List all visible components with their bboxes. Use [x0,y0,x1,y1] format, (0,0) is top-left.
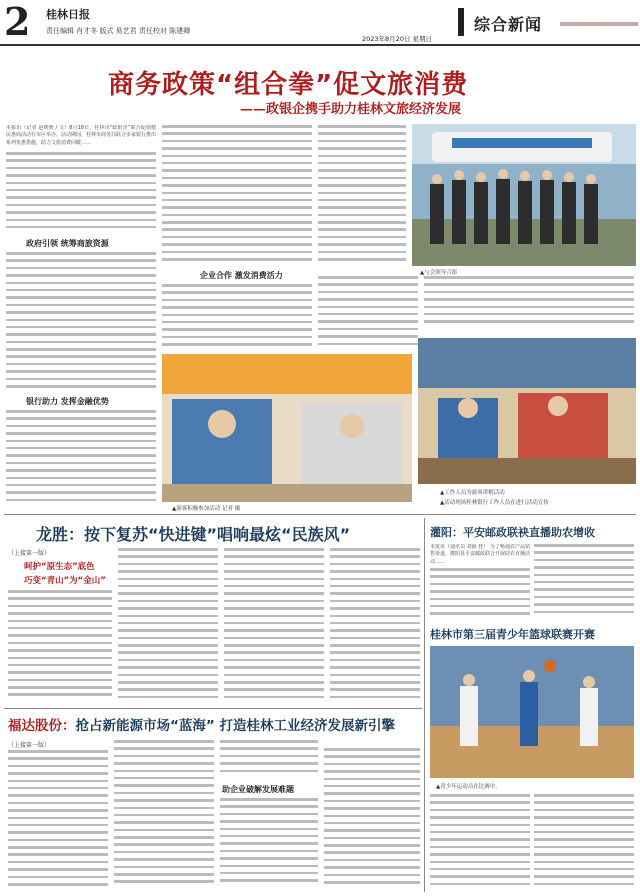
story5-label: 福达股份： [8,718,76,734]
story5-kicker: （上接第一版） [8,742,51,749]
lead-body-col2 [162,125,312,265]
story2-label: 龙胜： [36,525,85,544]
lead-caption-bank: ▲活动现场桂林银行工作人员在进行活动宣传 [440,500,549,506]
lead-divider [4,514,636,515]
story2-body-col2 [118,548,218,704]
staff-credits: 责任编辑 肖才冬 版式 易艺君 责任校对 陈建卿 [46,27,191,35]
story5-body-col2 [114,740,214,890]
lead-subheadline: ——政银企携手助力桂林文旅经济发展 [240,102,462,117]
story5-body-col4 [324,748,420,890]
lead-photo-visitors [162,354,412,502]
story3-label: 灌阳： [430,526,463,539]
story2-kicker: （上接第一版） [8,550,51,557]
lead-subhead-3: 企业合作 激发消费活力 [200,271,283,280]
story2-kicker-a: 呵护“原生态”底色 [24,562,95,572]
story3-headline [430,524,595,540]
section-bar [458,8,464,36]
story3-intro: 本报讯（通讯员 刘丽 桂） 为了畅通农产品销售渠道，灌阳县平安邮政联合开展助农直播活动…… [430,544,530,565]
story5-body-col3b [220,798,318,890]
lead-intro: 本报讯（记者 赵媛媛 / 文）8月18日，桂林市“政银企”联合促销便民惠商活动在市区举办。活动期间，桂林市商务局联合多家银行推出系列优惠措施，助力文旅消费回暖…… [6,125,156,146]
story2-body-col1 [8,590,112,704]
story5-title: 抢占新能源市场“蓝海” 打造桂林工业经济发展新引擎 [75,718,395,734]
activity-photo-image [418,338,636,484]
story5-body-col3a [220,740,318,780]
story3-title: 平安邮政联袂直播助农增收 [463,526,595,539]
story4-photo [430,646,634,778]
lead-body-col4 [424,276,634,328]
story2-kicker-b: 巧变“青山”为“金山” [24,576,106,586]
lead-subhead-1: 政府引领 统筹商旅资源 [26,239,109,248]
story4-body-col2 [534,794,634,890]
story4-caption: ▲青少年运动员在比赛中。 [436,784,501,790]
story2-body-col3 [224,548,324,704]
lead-subhead-2: 银行助力 发挥金融优势 [26,397,109,406]
lead-body-col1 [6,152,156,232]
story2-body-col4 [330,548,420,704]
story5-body-col1 [8,750,108,890]
lead-body-col3b [318,276,418,354]
story5-divider [4,708,422,709]
story2-title: 按下复苏“快进键”唱响最炫“民族风” [84,525,351,544]
lead-body-col3 [318,125,406,265]
section-bar-accent [560,22,638,26]
story3-body-col2 [534,544,634,622]
page-header [0,0,640,46]
story4-headline: 桂林市第三届青少年篮球联赛开赛 [430,628,595,641]
right-column-divider [424,518,425,892]
lead-body-col1c [6,410,156,510]
lead-caption-group: ▲与会领导合影 [420,270,458,276]
section-title: 综合新闻 [474,15,543,34]
lead-photo-group [412,124,636,266]
lead-body-col2b [162,284,312,352]
story5-subhead: 助企业破解发展难题 [222,785,294,794]
lead-body-col1b [6,252,156,392]
story5-headline [8,714,395,734]
lead-caption-visitors: ▲游客积极参加活动 记者 摄 [172,506,241,512]
visitors-photo-image [162,354,412,502]
story3-body-col1 [430,568,530,622]
lead-photo-activity [418,338,636,484]
lead-headline: 商务政策“组合拳”促文旅消费 [108,70,469,100]
page-number: 2 [4,0,31,44]
story4-body-col1 [430,794,530,890]
lead-caption-activity: ▲工作人员为游客讲解活动 [440,490,505,496]
issue-date: 2023年8月20日 星期日 [362,35,433,43]
basketball-photo-image [430,646,634,778]
group-photo-image [412,124,636,266]
story2-headline [36,522,350,545]
newspaper-logo: 桂林日报 [46,8,90,21]
